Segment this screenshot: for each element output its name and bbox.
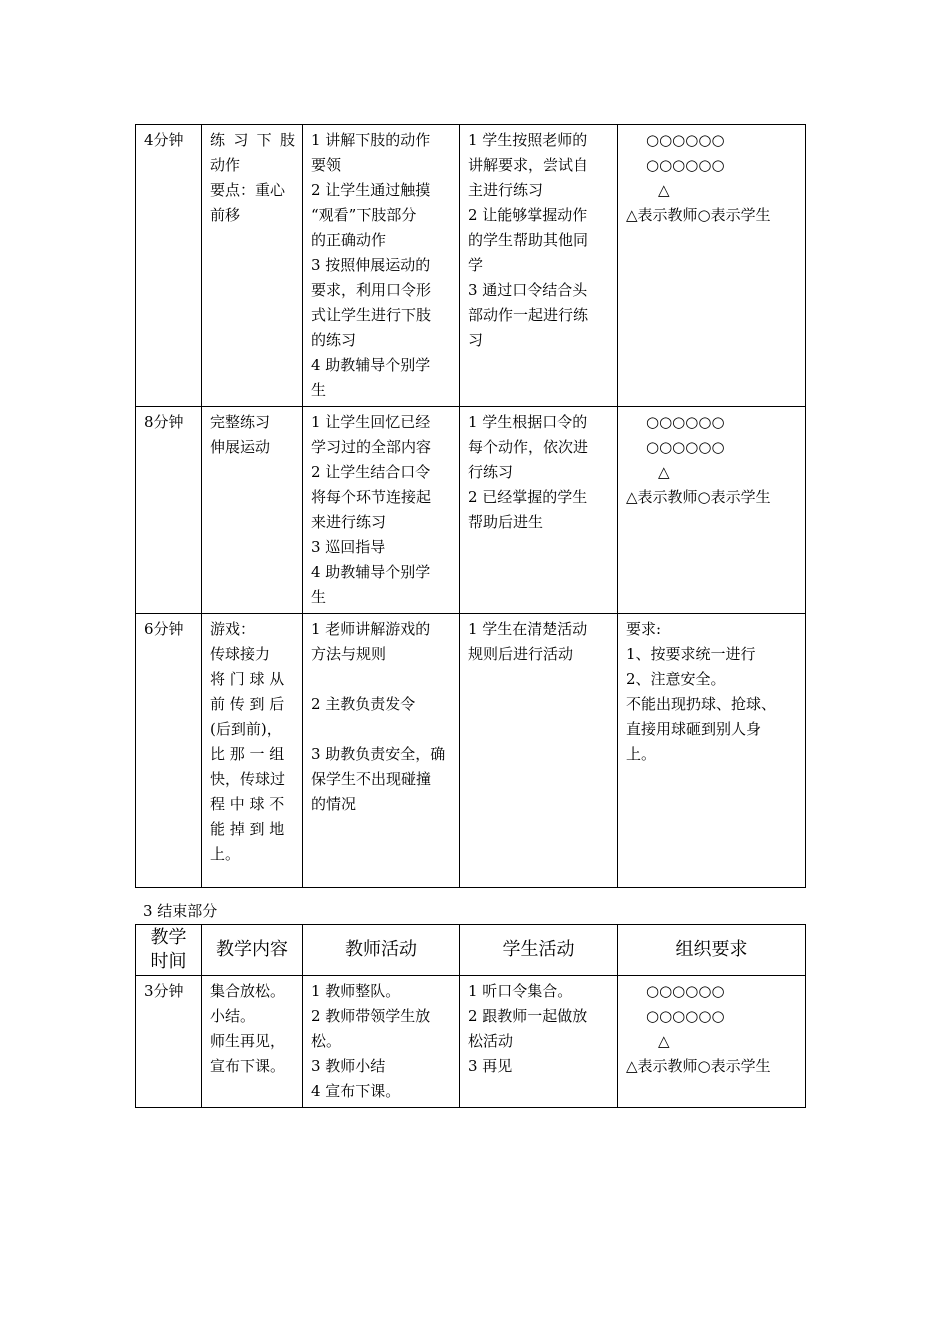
time-cell: 4分钟 xyxy=(136,125,202,407)
table-row xyxy=(136,976,806,1108)
formation-legend: △表示教师○表示学生 xyxy=(626,206,771,224)
content-cell: 完整练习 伸展运动 xyxy=(202,407,303,614)
formation-legend: △表示教师○表示学生 xyxy=(626,488,771,506)
column-header-time: 教学 时间 xyxy=(136,925,202,976)
student-formation-row: ○○○○○○ xyxy=(646,131,725,149)
table-row xyxy=(136,614,806,888)
teacher-position-mark: △ xyxy=(658,1032,670,1050)
column-header-student: 学生活动 xyxy=(460,925,618,976)
column-header-organization: 组织要求 xyxy=(618,925,806,976)
content-cell: 游戏： 传球接力 将 门 球 从 前 传 到 后 (后到前)， 比 那 一 组 快，传球过 程 中 球 不 能 掉 到 地 上。 xyxy=(202,614,303,888)
student-activity-cell: 1 学生在清楚活动 规则后进行活动 xyxy=(460,614,618,888)
column-header-content: 教学内容 xyxy=(202,925,303,976)
teacher-activity-cell: 1 教师整队。 2 教师带领学生放 松。 3 教师小结 4 宣布下课。 xyxy=(303,976,460,1108)
student-formation-row: ○○○○○○ xyxy=(646,982,725,1000)
requirements-cell: 要求: 1、按要求统一进行 2、注意安全。 不能出现扔球、抢球、 直接用球砸到别人身 上。 xyxy=(618,614,806,888)
student-activity-cell: 1 学生按照老师的 讲解要求，尝试自 主进行练习 2 让能够掌握动作 的学生帮助其他同 学 3 通过口令结合头 部动作一起进行练 习 xyxy=(460,125,618,407)
organization-cell xyxy=(618,976,806,1108)
student-activity-cell: 1 听口令集合。 2 跟教师一起做放 松活动 3 再见 xyxy=(460,976,618,1108)
section-heading: 3 结束部分 xyxy=(143,902,218,920)
table-row xyxy=(136,125,806,407)
lesson-plan-table-main xyxy=(135,124,806,888)
time-cell: 8分钟 xyxy=(136,407,202,614)
teacher-activity-cell: 1 老师讲解游戏的 方法与规则 2 主教负责发令 3 助教负责安全，确 保学生不出现碰撞 的情况 xyxy=(303,614,460,888)
lesson-plan-table-ending xyxy=(135,924,806,1108)
student-formation-row: ○○○○○○ xyxy=(646,438,725,456)
time-cell: 3分钟 xyxy=(136,976,202,1108)
student-formation-row: ○○○○○○ xyxy=(646,156,725,174)
student-activity-cell: 1 学生根据口令的 每个动作，依次进 行练习 2 已经掌握的学生 帮助后进生 xyxy=(460,407,618,614)
organization-cell xyxy=(618,125,806,407)
column-header-teacher: 教师活动 xyxy=(303,925,460,976)
teacher-position-mark: △ xyxy=(658,181,670,199)
content-cell: 练 习 下 肢 动作 要点：重心 前移 xyxy=(202,125,303,407)
student-formation-row: ○○○○○○ xyxy=(646,1007,725,1025)
table-row xyxy=(136,407,806,614)
time-cell: 6分钟 xyxy=(136,614,202,888)
formation-legend: △表示教师○表示学生 xyxy=(626,1057,771,1075)
content-cell: 集合放松。 小结。 师生再见， 宣布下课。 xyxy=(202,976,303,1108)
student-formation-row: ○○○○○○ xyxy=(646,413,725,431)
organization-cell xyxy=(618,407,806,614)
table-header-row xyxy=(136,925,806,976)
teacher-position-mark: △ xyxy=(658,463,670,481)
teacher-activity-cell: 1 讲解下肢的动作 要领 2 让学生通过触摸 “观看”下肢部分 的正确动作 3 按照伸展运动的 要求，利用口令形 式让学生进行下肢 的练习 4 助教辅导个别学 生 xyxy=(303,125,460,407)
teacher-activity-cell: 1 让学生回忆已经 学习过的全部内容 2 让学生结合口令 将每个环节连接起 来进行练习 3 巡回指导 4 助教辅导个别学 生 xyxy=(303,407,460,614)
